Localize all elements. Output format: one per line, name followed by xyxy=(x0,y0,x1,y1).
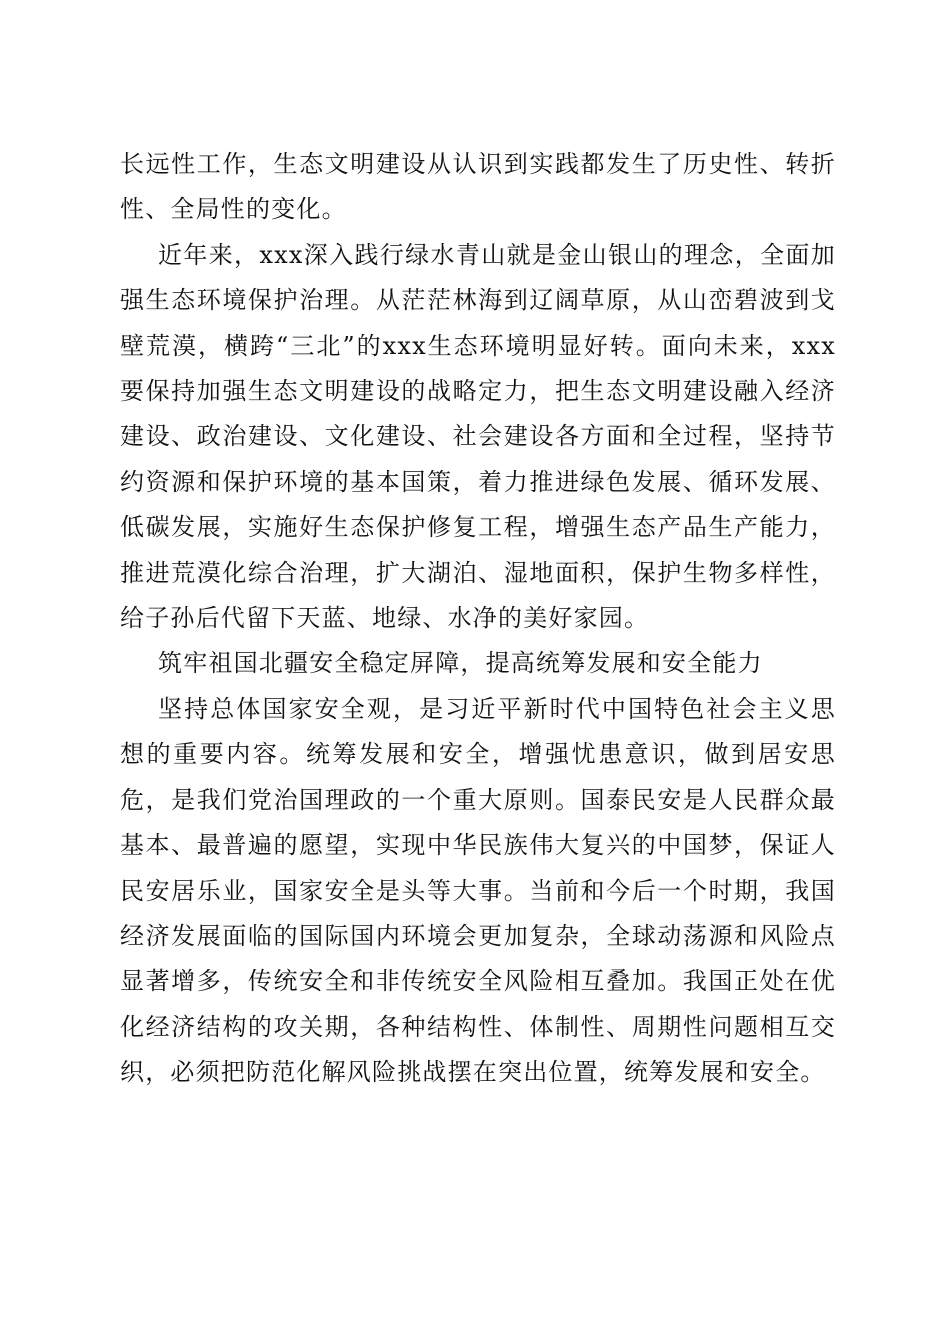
paragraph-continuation: 长远性工作，生态文明建设从认识到实践都发生了历史性、转折性、全局性的变化。 xyxy=(120,150,836,224)
paragraph-ecology: 近年来，xxx深入践行绿水青山就是金山银山的理念，全面加强生态环境保护治理。从茫茫林海到辽阔草原，从山峦碧波到戈壁荒漠，横跨“三北”的xxx生态环境明显好转。面向未来，xxx要保持加强生态文明建设的战略定力，把生态文明建设融入经济建设、政治建设、文化建设、社会建设各方面和全过程，坚持节约资源和保护环境的基本国策，着力推进绿色发展、循环发展、低碳发展，实施好生态保护修复工程，增强生态产品生产能力，推进荒漠化综合治理，扩大湖泊、湿地面积，保护生物多样性，给子孙后代留下天蓝、地绿、水净的美好家园。 xyxy=(120,240,836,633)
section-heading: 筑牢祖国北疆安全稳定屏障，提高统筹发展和安全能力 xyxy=(158,649,763,678)
body-text xyxy=(120,142,836,1096)
paragraph-security: 坚持总体国家安全观，是习近平新时代中国特色社会主义思想的重要内容。统筹发展和安全，增强忧患意识，做到居安思危，是我们党治国理政的一个重大原则。国泰民安是人民群众最基本、最普遍的愿望，实现中华民族伟大复兴的中国梦，保证人民安居乐业，国家安全是头等大事。当前和今后一个时期，我国经济发展面临的国际国内环境会更加复杂，全球动荡源和风险点显著增多，传统安全和非传统安全风险相互叠加。我国正处在优化经济结构的攻关期，各种结构性、体制性、周期性问题相互交织，必须把防范化解风险挑战摆在突出位置，统筹发展和安全。 xyxy=(120,694,836,1087)
